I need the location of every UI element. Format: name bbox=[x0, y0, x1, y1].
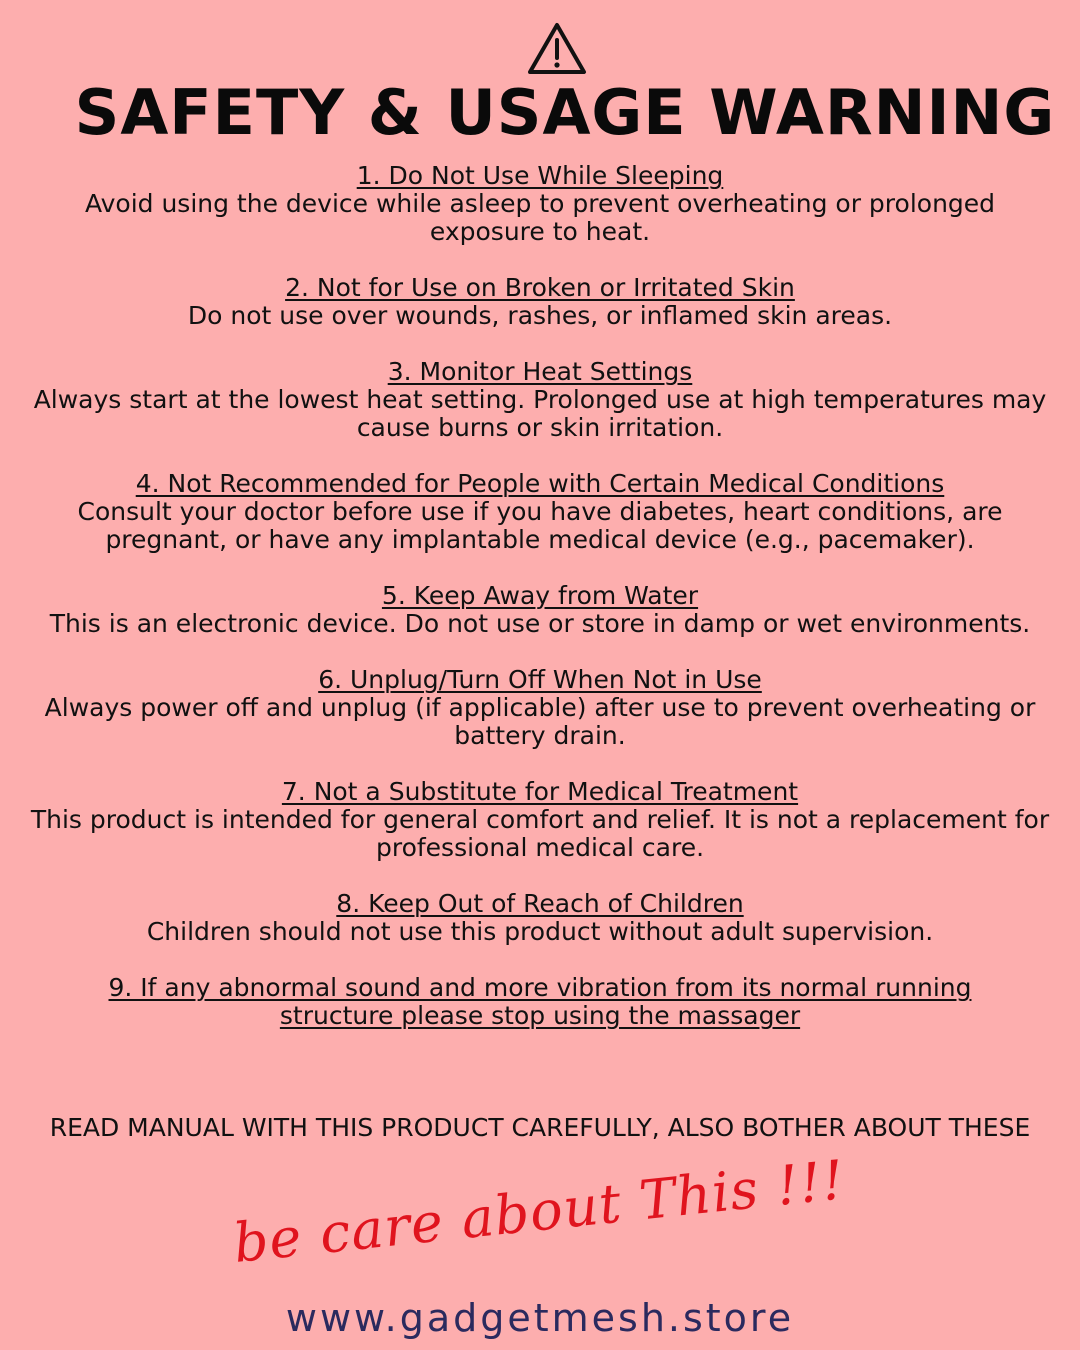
warning-item-4 bbox=[0, 470, 1080, 554]
warning-item-1 bbox=[0, 162, 1080, 246]
item-body: Avoid using the device while asleep to prevent overheating or prolonged exposure to heat. bbox=[84, 189, 996, 246]
item-heading: 5. Keep Away from Water bbox=[381, 581, 699, 610]
item-heading: 3. Monitor Heat Settings bbox=[387, 357, 693, 386]
item-body: This is an electronic device. Do not use or store in damp or wet environments. bbox=[49, 609, 1031, 638]
warning-item-5 bbox=[0, 582, 1080, 638]
item-heading: 1. Do Not Use While Sleeping bbox=[356, 161, 724, 190]
warning-item-8 bbox=[0, 890, 1080, 946]
warning-item-6 bbox=[0, 666, 1080, 750]
item-heading: 8. Keep Out of Reach of Children bbox=[336, 889, 744, 918]
item-heading: 6. Unplug/Turn Off When Not in Use bbox=[318, 665, 762, 694]
item-body: This product is intended for general comfort and relief. It is not a replacement for professional medical care. bbox=[30, 805, 1050, 862]
warning-list bbox=[0, 162, 1080, 1058]
warning-item-3 bbox=[0, 358, 1080, 442]
item-body: Do not use over wounds, rashes, or inflamed skin areas. bbox=[187, 301, 893, 330]
item-body: Always start at the lowest heat setting. Prolonged use at high temperatures may cause burns or skin irritation. bbox=[33, 385, 1047, 442]
warning-item-9 bbox=[0, 974, 1080, 1030]
website-url: www.gadgetmesh.store bbox=[285, 1296, 795, 1340]
item-heading: 7. Not a Substitute for Medical Treatment bbox=[281, 777, 799, 806]
handwritten-note: be care about This !!! bbox=[230, 1148, 848, 1275]
warning-item-7 bbox=[0, 778, 1080, 862]
warning-triangle-icon bbox=[527, 22, 587, 76]
manual-notice: READ MANUAL WITH THIS PRODUCT CAREFULLY, ALSO BOTHER ABOUT THESE bbox=[49, 1113, 1031, 1142]
item-heading: 4. Not Recommended for People with Certain Medical Conditions bbox=[135, 469, 945, 498]
item-heading: 9. If any abnormal sound and more vibration from its normal running structure please stop using the massager bbox=[108, 973, 972, 1030]
page-title: SAFETY & USAGE WARNING bbox=[74, 76, 1056, 149]
item-body: Consult your doctor before use if you have diabetes, heart conditions, are pregnant, or have any implantable medical device (e.g., pacemaker). bbox=[77, 497, 1003, 554]
item-body: Always power off and unplug (if applicable) after use to prevent overheating or battery drain. bbox=[44, 693, 1036, 750]
item-heading: 2. Not for Use on Broken or Irritated Skin bbox=[285, 273, 795, 302]
item-body: Children should not use this product without adult supervision. bbox=[146, 917, 934, 946]
warning-item-2 bbox=[0, 274, 1080, 330]
